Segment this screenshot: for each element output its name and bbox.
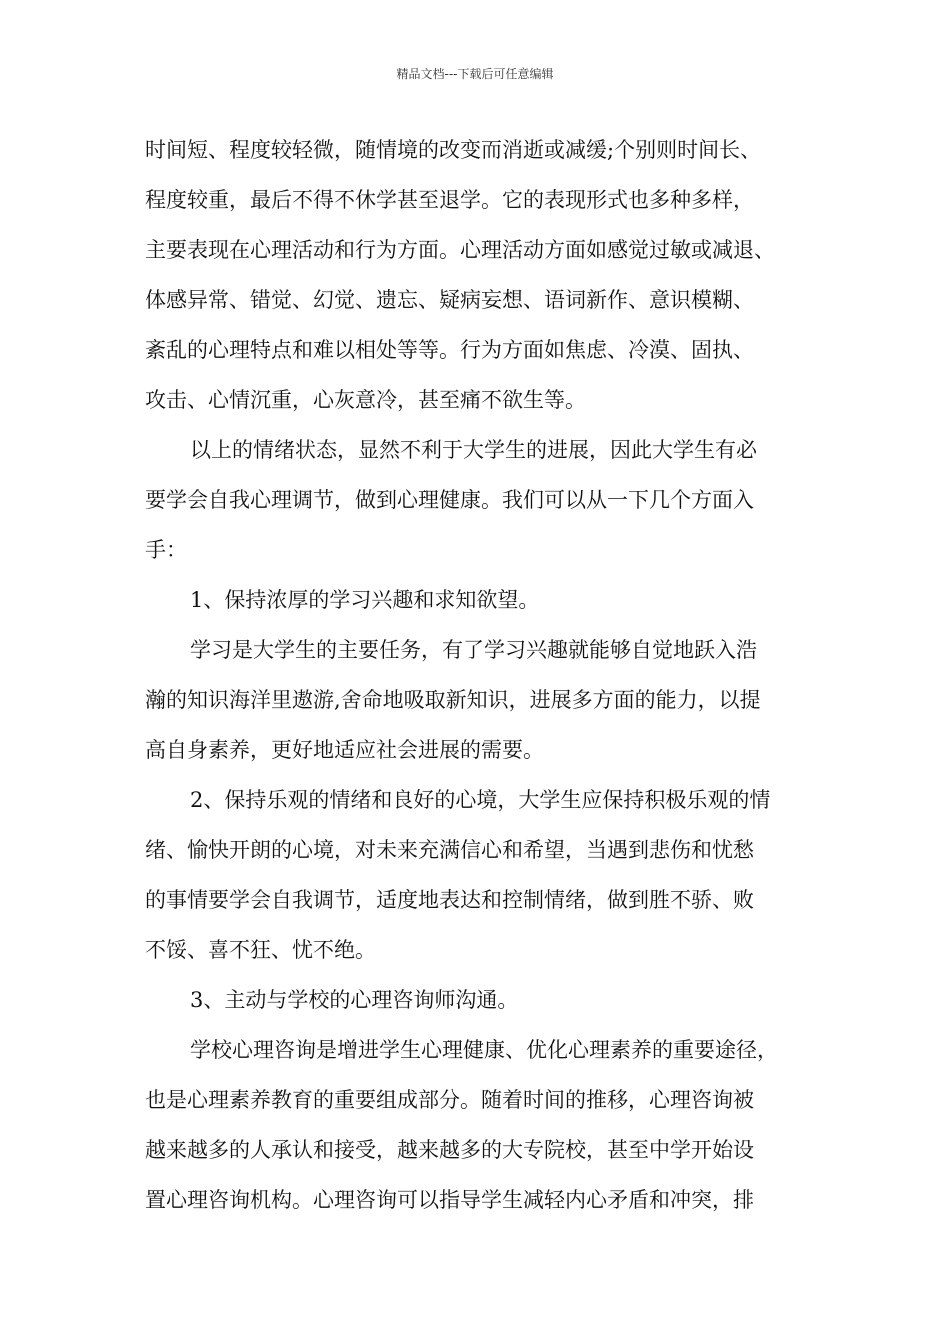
page-header: 精品文档---下载后可任意编辑 <box>396 67 554 81</box>
text-line: 的事情要学会自我调节，适度地表达和控制情绪，做到胜不骄、败 <box>145 888 754 912</box>
text-line: 越来越多的人承认和接受，越来越多的大专院校，甚至中学开始设 <box>145 1138 754 1162</box>
text-line: 攻击、心情沉重，心灰意冷，甚至痛不欲生等。 <box>145 388 586 412</box>
text-line: 程度较重，最后不得不休学甚至退学。它的表现形式也多种多样， <box>145 188 754 212</box>
section-heading: 2、保持乐观的情绪和良好的心境，大学生应保持积极乐观的情 <box>190 788 771 812</box>
text-line: 不馁、喜不狂、忧不绝。 <box>145 938 376 962</box>
text-line: 绪、愉快开朗的心境，对未来充满信心和希望，当遇到悲伤和忧愁 <box>145 838 754 862</box>
paragraph-start: 以上的情绪状态，显然不利于大学生的进展，因此大学生有必 <box>190 438 757 462</box>
text-line: 置心理咨询机构。心理咨询可以指导学生减轻内心矛盾和冲突，排 <box>145 1188 754 1212</box>
text-line: 高自身素养，更好地适应社会进展的需要。 <box>145 738 544 762</box>
text-line: 瀚的知识海洋里遨游,舍命地吸取新知识，进展多方面的能力，以提 <box>145 688 761 712</box>
paragraph-start: 学习是大学生的主要任务，有了学习兴趣就能够自觉地跃入浩 <box>190 638 757 662</box>
text-line: 也是心理素养教育的重要组成部分。随着时间的推移，心理咨询被 <box>145 1088 754 1112</box>
text-line: 主要表现在心理活动和行为方面。心理活动方面如感觉过敏或减退、 <box>145 238 775 262</box>
section-heading: 1、保持浓厚的学习兴趣和求知欲望。 <box>190 588 540 612</box>
paragraph-start: 学校心理咨询是增进学生心理健康、优化心理素养的重要途径， <box>190 1038 778 1062</box>
text-line: 体感异常、错觉、幻觉、遗忘、疑病妄想、语词新作、意识模糊、 <box>145 288 754 312</box>
section-heading: 3、主动与学校的心理咨询师沟通。 <box>190 988 519 1012</box>
text-line: 手： <box>145 538 187 562</box>
text-line: 紊乱的心理特点和难以相处等等。行为方面如焦虑、冷漠、固执、 <box>145 338 754 362</box>
text-line: 要学会自我心理调节，做到心理健康。我们可以从一下几个方面入 <box>145 488 754 512</box>
text-line: 时间短、程度较轻微，随情境的改变而消逝或减缓;个别则时间长、 <box>145 138 762 162</box>
document-body <box>145 125 835 1225</box>
